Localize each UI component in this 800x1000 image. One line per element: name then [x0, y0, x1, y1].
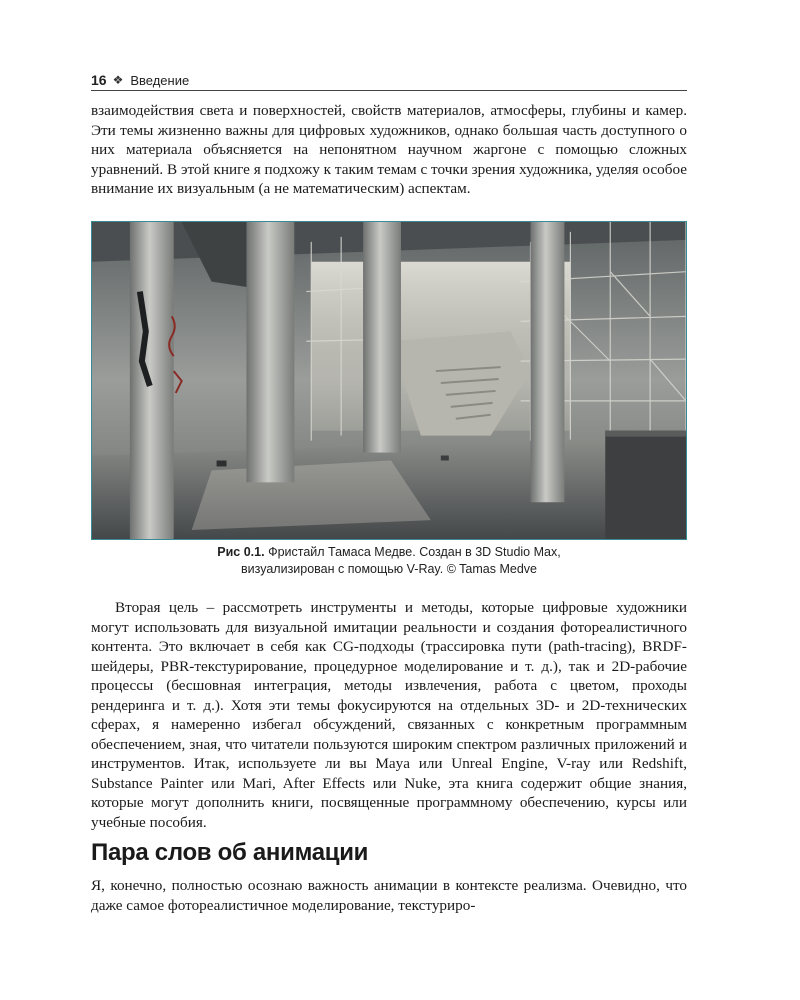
header-rule [91, 90, 687, 91]
figure-caption-line1: Фристайл Тамаса Медве. Создан в 3D Studio Max, [268, 545, 561, 559]
figure-render-image [91, 221, 687, 540]
figure-label: Рис 0.1. [217, 545, 265, 559]
paragraph-intro-continuation: взаимодействия света и поверхностей, свойств материалов, атмосферы, глубины и камер. Эти темы жизненно важны для цифровых художников, однако большая часть доступного о них материала объясняется на непонятном научном жаргоне с помощью сложных уравнений. В этой книге я подхожу к таким темам с точки зрения художника, уделяя особое внимание их визуальным (а не математическим) аспектам. [91, 102, 687, 197]
figure-caption-line2: визуализирован с помощью V-Ray. © Tamas Medve [241, 562, 537, 576]
paragraph-animation: Я, конечно, полностью осознаю важность анимации в контексте реализма. Очевидно, что даже самое фотореалистичное моделирование, текстуриро- [91, 877, 687, 914]
figure-caption [91, 544, 687, 578]
paragraph-second-goal: Вторая цель – рассмотреть инструменты и методы, которые цифровые художники могут использовать для визуальной имитации реальности и создания фотореалистичного контента. Это включает в себя как CG-подходы (трассировка пути (path-tracing), BRDF-шейдеры, PBR-текстурирование, процедурное моделирование и т. д.), так и 2D-рабочие процессы (бесшовная интеграция, методы извлечения, работа с цветом, проходы рендеринга и т. д.). Хотя эти темы фокусируются на отдельных 3D- и 2D-технических сферах, я намеренно избегал обсуждений, связанных с конкретным программным обеспечением, зная, что читатели пользуются широким спектром различных приложений и инструментов. Итак, используете ли вы Maya или Unreal Engine, V-ray или Redshift, Substance Painter или Mari, After Effects или Nuke, эта книга содержит общие знания, которые могут дополнить книги, посвященные программному обеспечению, курсы или учебные пособия. [91, 599, 687, 831]
section-heading: Пара слов об анимации [91, 839, 369, 866]
ornament-icon: ❖ [112, 73, 124, 87]
concrete-interior-render [92, 222, 686, 539]
running-head [91, 69, 687, 91]
chapter-title: Введение [130, 72, 190, 88]
page-number: 16 [91, 72, 107, 88]
